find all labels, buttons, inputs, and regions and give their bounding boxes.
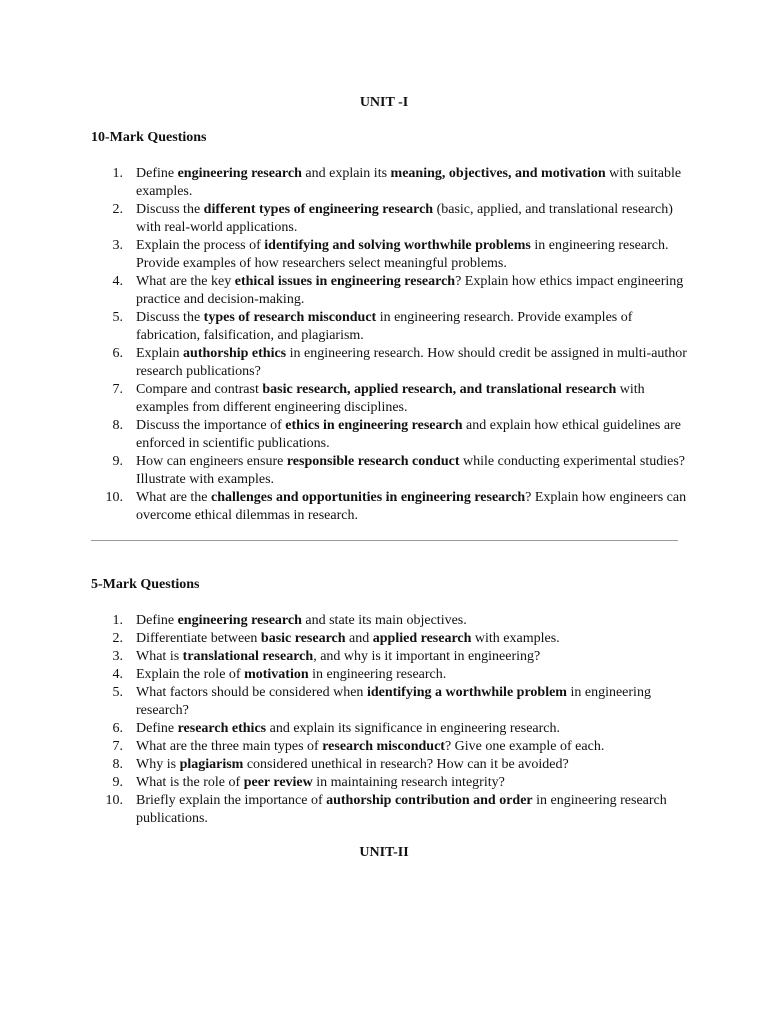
question-number: 10. — [105, 793, 123, 808]
five-mark-heading: 5-Mark Questions — [91, 577, 200, 592]
question-text — [136, 310, 632, 343]
question-text-segment: Define — [136, 166, 178, 181]
bold-term: authorship contribution and order — [326, 793, 533, 808]
question-text-segment: Explain the role of — [136, 667, 245, 682]
question-text-segment: ? Explain how engineers can overcome ethical dilemmas in research. — [136, 490, 687, 523]
question-text-segment: (basic, applied, and translational research) with real-world applications. — [136, 202, 673, 235]
question-number: 2. — [112, 202, 123, 217]
question-item — [91, 738, 691, 756]
question-text-segment: Why is — [136, 757, 180, 772]
question-text-segment: in engineering research. Provide examples of fabrication, falsification, and plagiarism. — [136, 310, 633, 343]
question-text — [136, 238, 668, 271]
question-text — [136, 793, 667, 826]
question-number: 2. — [112, 631, 123, 646]
question-item — [91, 792, 691, 828]
question-text-segment: Define — [136, 613, 178, 628]
question-text-segment: What is the role of — [136, 775, 244, 790]
bold-term: challenges and opportunities in engineering research — [211, 490, 526, 505]
question-text-segment: with examples from different engineering disciplines. — [136, 382, 645, 415]
question-text-segment: Discuss the — [136, 202, 204, 217]
question-item — [91, 774, 691, 792]
question-text-segment: with examples. — [471, 631, 560, 646]
bold-term: translational research — [182, 649, 314, 664]
question-text-segment: in engineering research? — [136, 685, 651, 718]
bold-term: responsible research conduct — [286, 454, 460, 469]
bold-term: research misconduct — [322, 739, 445, 754]
question-number: 6. — [112, 346, 123, 361]
question-text — [136, 490, 686, 523]
question-number: 7. — [112, 382, 123, 397]
question-number: 3. — [112, 649, 123, 664]
question-text-segment: and explain its — [301, 166, 391, 181]
bold-term: ethics in engineering research — [285, 418, 463, 433]
question-item — [91, 720, 691, 738]
question-text-segment: Define — [136, 721, 178, 736]
question-number: 9. — [112, 775, 123, 790]
five-mark-question-list — [91, 612, 691, 828]
question-text — [136, 418, 681, 451]
question-text-segment: in engineering research. How should credit be assigned in multi-author research publications? — [136, 346, 687, 379]
question-text-segment: What are the — [136, 490, 212, 505]
question-text-segment: considered unethical in research? How can it be avoided? — [243, 757, 569, 772]
question-text-segment: Discuss the — [136, 310, 204, 325]
ten-mark-question-list — [91, 165, 691, 525]
bold-term: identifying a worthwhile problem — [366, 685, 567, 700]
question-text — [136, 739, 604, 754]
question-text-segment: What are the key — [136, 274, 235, 289]
question-number: 1. — [112, 166, 123, 181]
question-text-segment: What is — [136, 649, 183, 664]
question-number: 8. — [112, 757, 123, 772]
question-text-segment: and — [345, 631, 373, 646]
bold-term: research ethics — [177, 721, 267, 736]
question-number: 10. — [105, 490, 123, 505]
question-number: 9. — [112, 454, 123, 469]
question-text-segment: in engineering research publications. — [136, 793, 667, 826]
question-text-segment: What factors should be considered when — [136, 685, 367, 700]
question-text — [136, 721, 560, 736]
question-text-segment: How can engineers ensure — [136, 454, 287, 469]
question-text — [136, 649, 540, 664]
question-number: 4. — [112, 667, 123, 682]
question-text — [136, 757, 569, 772]
question-text — [136, 613, 467, 628]
question-number: 3. — [112, 238, 123, 253]
question-text — [136, 346, 687, 379]
question-text — [136, 382, 645, 415]
question-text-segment: while conducting experimental studies? Illustrate with examples. — [136, 454, 685, 487]
question-text — [136, 166, 681, 199]
bold-term: authorship ethics — [183, 346, 287, 361]
bold-term: plagiarism — [179, 757, 244, 772]
question-item — [91, 666, 691, 684]
question-text-segment: in engineering research. — [308, 667, 447, 682]
question-number: 5. — [112, 685, 123, 700]
question-item — [91, 648, 691, 666]
bold-term: basic research, applied research, and translational research — [262, 382, 617, 397]
question-text — [136, 274, 683, 307]
question-item — [91, 756, 691, 774]
question-text — [136, 454, 685, 487]
question-text-segment: Differentiate between — [136, 631, 261, 646]
question-item — [91, 684, 691, 720]
bold-term: types of research misconduct — [203, 310, 377, 325]
question-item — [91, 309, 691, 345]
question-text-segment: ? Explain how ethics impact engineering practice and decision-making. — [136, 274, 684, 307]
question-number: 5. — [112, 310, 123, 325]
question-item — [91, 453, 691, 489]
question-number: 1. — [112, 613, 123, 628]
bold-term: basic research — [260, 631, 346, 646]
question-text — [136, 667, 446, 682]
question-item — [91, 201, 691, 237]
question-text-segment: in maintaining research integrity? — [312, 775, 505, 790]
question-text-segment: and explain how ethical guidelines are enforced in scientific publications. — [136, 418, 681, 451]
bold-term: motivation — [244, 667, 309, 682]
bold-term: meaning, objectives, and motivation — [390, 166, 606, 181]
question-text-segment: and state its main objectives. — [301, 613, 467, 628]
question-text — [136, 685, 651, 718]
bold-term: ethical issues in engineering research — [234, 274, 456, 289]
question-item — [91, 612, 691, 630]
bold-term: engineering research — [177, 613, 302, 628]
bold-term: identifying and solving worthwhile problems — [264, 238, 531, 253]
bold-term: engineering research — [177, 166, 302, 181]
question-text-segment: Explain — [136, 346, 184, 361]
question-number: 6. — [112, 721, 123, 736]
question-item — [91, 165, 691, 201]
question-text-segment: Discuss the importance of — [136, 418, 286, 433]
question-text-segment: Compare and contrast — [136, 382, 263, 397]
question-text-segment: , and why is it important in engineering? — [313, 649, 541, 664]
unit-2-title: UNIT-II — [359, 845, 409, 860]
ten-mark-heading: 10-Mark Questions — [91, 130, 207, 145]
question-text-segment: in engineering research. Provide examples of how researchers select meaningful problems. — [136, 238, 669, 271]
question-text — [136, 775, 505, 790]
question-text-segment: Explain the process of — [136, 238, 265, 253]
question-item — [91, 273, 691, 309]
question-item — [91, 237, 691, 273]
question-item — [91, 381, 691, 417]
unit-1-title: UNIT -I — [359, 95, 409, 110]
bold-term: different types of engineering research — [203, 202, 434, 217]
question-text-segment: Briefly explain the importance of — [136, 793, 327, 808]
question-number: 7. — [112, 739, 123, 754]
question-text — [136, 202, 673, 235]
question-text-segment: with suitable examples. — [136, 166, 682, 199]
question-item — [91, 489, 691, 525]
bold-term: peer review — [243, 775, 313, 790]
question-item — [91, 345, 691, 381]
bold-term: applied research — [372, 631, 472, 646]
question-number: 8. — [112, 418, 123, 433]
question-item — [91, 630, 691, 648]
question-text-segment: What are the three main types of — [136, 739, 323, 754]
section-divider — [91, 540, 678, 541]
question-item — [91, 417, 691, 453]
question-text-segment: and explain its significance in engineering research. — [266, 721, 560, 736]
question-text — [136, 631, 560, 646]
question-number: 4. — [112, 274, 123, 289]
question-text-segment: ? Give one example of each. — [444, 739, 605, 754]
